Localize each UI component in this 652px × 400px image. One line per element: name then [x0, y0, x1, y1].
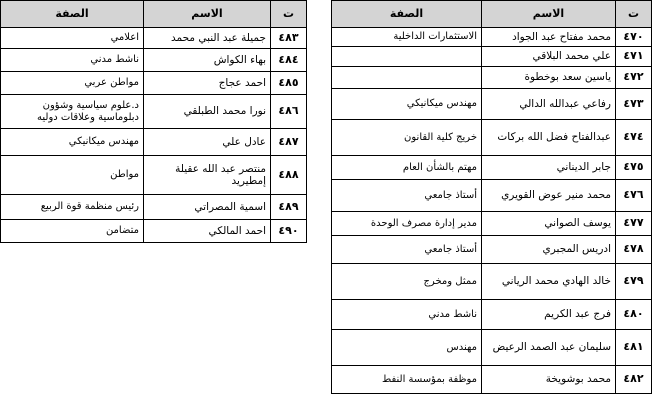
- row-name: محمد منير عوض القويري: [482, 180, 616, 212]
- row-desc: مواطن: [1, 156, 144, 195]
- row-number: ٤٧٤: [616, 120, 652, 156]
- table-row: [332, 89, 652, 120]
- left-table: [0, 0, 307, 243]
- row-name: نورا محمد الطبلقي: [144, 95, 271, 129]
- table-row: [332, 212, 652, 236]
- right-table: [331, 0, 652, 394]
- row-desc: متضامن: [1, 220, 144, 243]
- row-name: عبدالفتاح فضل الله بركات: [482, 120, 616, 156]
- table-row: [332, 156, 652, 180]
- row-desc: أستاذ جامعي: [332, 180, 482, 212]
- row-name: خالد الهادي محمد الرياني: [482, 264, 616, 300]
- table-row: [1, 195, 307, 220]
- row-name: احمد المالكي: [144, 220, 271, 243]
- row-desc: خريج كلية القانون: [332, 120, 482, 156]
- table-row: [332, 180, 652, 212]
- table-row: [1, 95, 307, 129]
- row-number: ٤٨٢: [616, 366, 652, 394]
- row-number: ٤٧٥: [616, 156, 652, 180]
- row-name: منتصر عبد الله عقيلة إمطيريد: [144, 156, 271, 195]
- row-desc: مواطن عربي: [1, 72, 144, 95]
- row-desc: رئيس منظمة قوة الربيع: [1, 195, 144, 220]
- header-name: الاسم: [144, 1, 271, 28]
- table-row: [1, 72, 307, 95]
- row-desc: ممثل ومخرج: [332, 264, 482, 300]
- row-desc: مدير إدارة مصرف الوحدة: [332, 212, 482, 236]
- header-num: ت: [271, 1, 307, 28]
- table-row: [332, 47, 652, 67]
- header-row: [332, 1, 652, 28]
- row-name: جميلة عبد النبي محمد: [144, 28, 271, 49]
- row-desc: اعلامي: [1, 28, 144, 49]
- header-desc: الصفة: [1, 1, 144, 28]
- row-name: محمد مفتاح عبد الجواد: [482, 28, 616, 47]
- row-number: ٤٨٨: [271, 156, 307, 195]
- header-desc: الصفة: [332, 1, 482, 28]
- row-name: ياسين سعد بوخطوة: [482, 67, 616, 89]
- row-name: عادل علي: [144, 129, 271, 156]
- table-row: [1, 220, 307, 243]
- row-name: ادريس المجبري: [482, 236, 616, 264]
- row-number: ٤٧٨: [616, 236, 652, 264]
- header-num: ت: [616, 1, 652, 28]
- row-number: ٤٨٠: [616, 300, 652, 330]
- row-number: ٤٨٣: [271, 28, 307, 49]
- row-number: ٤٨١: [616, 330, 652, 366]
- row-name: علي محمد البلاقي: [482, 47, 616, 67]
- row-desc: مهتم بالشأن العام: [332, 156, 482, 180]
- table-row: [332, 264, 652, 300]
- table-row: [332, 330, 652, 366]
- row-number: ٤٨٤: [271, 49, 307, 72]
- table-row: [1, 129, 307, 156]
- row-name: سليمان عبد الصمد الرعيض: [482, 330, 616, 366]
- table-row: [1, 49, 307, 72]
- row-number: ٤٧٢: [616, 67, 652, 89]
- row-desc: ناشط مدني: [332, 300, 482, 330]
- row-desc: د.علوم سياسية وشؤون دبلوماسية وعلاقات دوليه: [1, 95, 144, 129]
- table-row: [1, 156, 307, 195]
- row-number: ٤٨٩: [271, 195, 307, 220]
- row-number: ٤٨٧: [271, 129, 307, 156]
- row-desc: موظفة بمؤسسة النفط: [332, 366, 482, 394]
- header-name: الاسم: [482, 1, 616, 28]
- row-name: يوسف الصواني: [482, 212, 616, 236]
- row-desc: ناشط مدني: [1, 49, 144, 72]
- row-number: ٤٧٩: [616, 264, 652, 300]
- table-row: [332, 366, 652, 394]
- row-desc: مهندس ميكانيكي: [1, 129, 144, 156]
- table-row: [332, 28, 652, 47]
- table-row: [332, 120, 652, 156]
- row-name: جابر الديناني: [482, 156, 616, 180]
- row-name: بهاء الكواش: [144, 49, 271, 72]
- row-number: ٤٨٥: [271, 72, 307, 95]
- row-name: احمد عجاج: [144, 72, 271, 95]
- row-name: محمد بوشويخة: [482, 366, 616, 394]
- row-name: فرج عبد الكريم: [482, 300, 616, 330]
- row-desc: مهندس: [332, 330, 482, 366]
- row-number: ٤٨٦: [271, 95, 307, 129]
- row-name: اسمية المصراتي: [144, 195, 271, 220]
- header-row: [1, 1, 307, 28]
- row-name: رفاعي عبدالله الدالي: [482, 89, 616, 120]
- table-row: [332, 67, 652, 89]
- row-number: ٤٧٠: [616, 28, 652, 47]
- row-desc: [332, 47, 482, 67]
- row-desc: [332, 67, 482, 89]
- row-number: ٤٧٧: [616, 212, 652, 236]
- table-row: [332, 300, 652, 330]
- table-row: [332, 236, 652, 264]
- row-number: ٤٧٦: [616, 180, 652, 212]
- table-row: [1, 28, 307, 49]
- row-number: ٤٧١: [616, 47, 652, 67]
- row-desc: أستاذ جامعي: [332, 236, 482, 264]
- row-desc: الاستثمارات الداخلية: [332, 28, 482, 47]
- row-number: ٤٩٠: [271, 220, 307, 243]
- row-desc: مهندس ميكانيكي: [332, 89, 482, 120]
- row-number: ٤٧٣: [616, 89, 652, 120]
